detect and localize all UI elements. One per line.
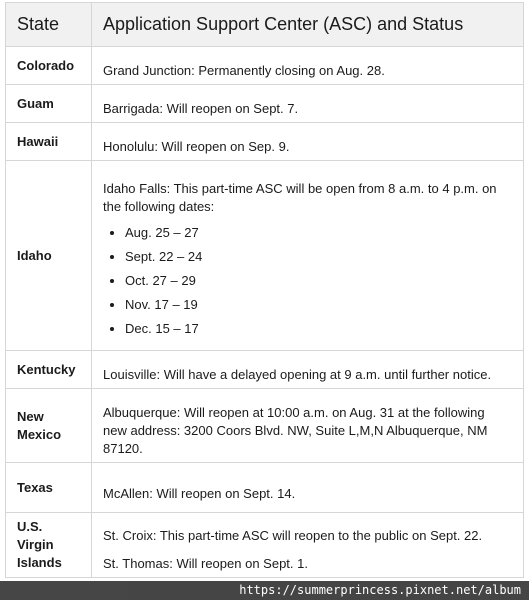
date-list xyxy=(103,224,512,338)
status-text: St. Croix: This part-time ASC will reopen to the public on Sept. 22. xyxy=(103,528,483,543)
status-cell xyxy=(92,47,524,85)
state-cell: Colorado xyxy=(6,47,92,85)
date-item: • Nov. 17 – 19 xyxy=(125,296,512,314)
status-cell xyxy=(92,389,524,463)
date-item: • Aug. 25 – 27 xyxy=(125,224,512,242)
state-cell: Idaho xyxy=(6,161,92,351)
status-cell xyxy=(92,85,524,123)
status-cell xyxy=(92,161,524,351)
status-text-secondary: St. Thomas: Will reopen on Sept. 1. xyxy=(103,556,308,571)
table-row xyxy=(6,463,524,513)
header-state: State xyxy=(6,3,92,47)
state-cell: Kentucky xyxy=(6,351,92,389)
table-row xyxy=(6,123,524,161)
status-cell xyxy=(92,513,524,578)
status-text: Louisville: Will have a delayed opening at 9 a.m. until further notice. xyxy=(103,366,492,382)
state-cell: Guam xyxy=(6,85,92,123)
table-row xyxy=(6,85,524,123)
date-item: • Sept. 22 – 24 xyxy=(125,248,512,266)
header-asc-status: Application Support Center (ASC) and Status xyxy=(92,3,524,47)
status-text: McAllen: Will reopen on Sept. 14. xyxy=(103,485,296,501)
state-cell: Hawaii xyxy=(6,123,92,161)
status-text: Idaho Falls: This part-time ASC will be open from 8 a.m. to 4 p.m. on the following dates: xyxy=(103,180,497,214)
date-item: • Dec. 15 – 17 xyxy=(125,320,512,338)
status-cell xyxy=(92,351,524,389)
state-cell: New Mexico xyxy=(6,389,92,463)
status-cell xyxy=(92,123,524,161)
status-cell xyxy=(92,463,524,513)
table-row xyxy=(6,389,524,463)
status-text: Honolulu: Will reopen on Sep. 9. xyxy=(103,138,290,154)
state-cell: Texas xyxy=(6,463,92,513)
table-row xyxy=(6,351,524,389)
table-row xyxy=(6,161,524,351)
table-row xyxy=(6,47,524,85)
status-text: Grand Junction: Permanently closing on Aug. 28. xyxy=(103,62,385,78)
state-cell: U.S. Virgin Islands xyxy=(6,513,92,578)
status-text: Albuquerque: Will reopen at 10:00 a.m. on Aug. 31 at the following new address: 3200 Coors Blvd. NW, Suite L,M,N Albuquerque, NM 87120. xyxy=(103,404,488,456)
table-header-row xyxy=(6,3,524,47)
watermark-banner: https://summerprincess.pixnet.net/album xyxy=(0,581,529,600)
date-item: • Oct. 27 – 29 xyxy=(125,272,512,290)
table-row xyxy=(6,513,524,578)
asc-status-table xyxy=(5,2,524,578)
status-text: Barrigada: Will reopen on Sept. 7. xyxy=(103,100,299,116)
